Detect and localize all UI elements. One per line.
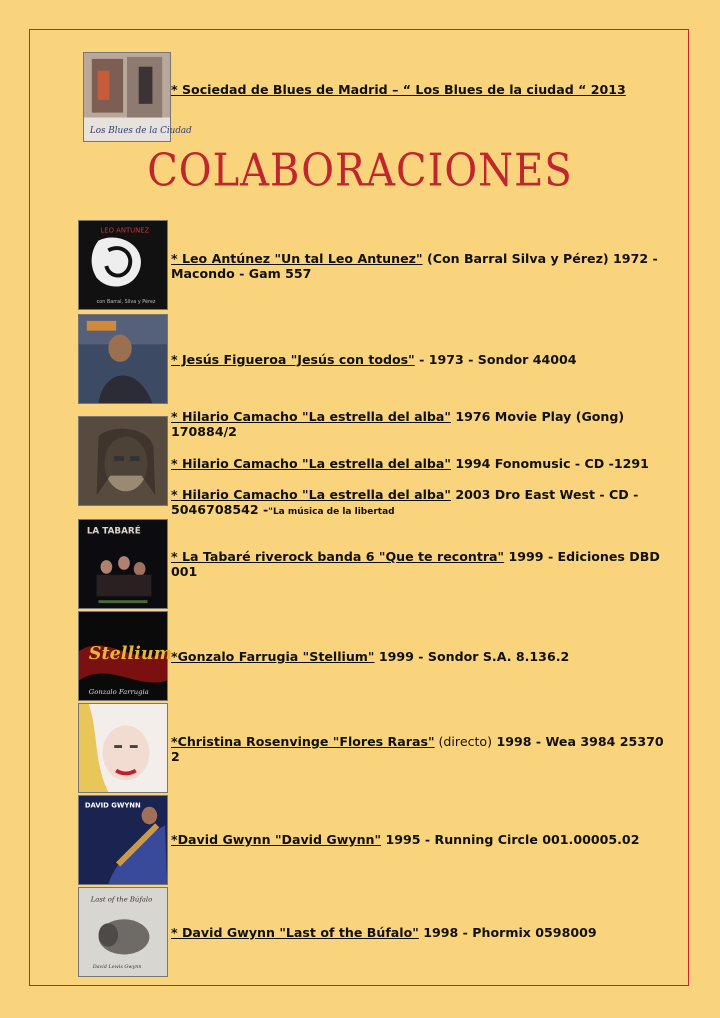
cover-text: Los Blues de la Ciudad xyxy=(89,126,192,137)
cover-title: LA TABARÉ xyxy=(86,526,141,537)
entry-link[interactable]: *Gonzalo Farrugia "Stellium" xyxy=(171,649,375,664)
entry-link[interactable]: * Hilario Camacho "La estrella del alba" xyxy=(171,487,451,502)
entry-details: 1999 - Ediciones DBD 001 xyxy=(171,549,660,579)
entry-text xyxy=(171,832,671,847)
entry-details: 1995 - Running Circle 001.00005.02 xyxy=(381,832,640,847)
entry-link[interactable]: * David Gwynn "Last of the Búfalo" xyxy=(171,925,419,940)
album-cover-blues-ciudad xyxy=(83,52,192,142)
entry-text xyxy=(171,649,671,664)
entry-link[interactable]: * Hilario Camacho "La estrella del alba" xyxy=(171,456,451,471)
entry-details: 1976 Movie Play (Gong) 170884/2 xyxy=(171,409,625,439)
entry-link[interactable]: * Jesús Figueroa "Jesús con todos" xyxy=(171,352,415,367)
entry-link[interactable]: * Hilario Camacho "La estrella del alba" xyxy=(171,409,451,424)
album-cover-la-tabare xyxy=(78,519,168,609)
entry-details: 1994 Fonomusic - CD -1291 xyxy=(450,456,649,471)
cover-title: LEO ANTUNEZ xyxy=(100,226,150,235)
entry-text xyxy=(171,251,671,281)
entry-text xyxy=(171,487,671,520)
album-cover-flores-raras xyxy=(78,703,168,793)
cover-subtitle: Gonzalo Farrugia xyxy=(88,688,149,697)
entry-details: 1998 - Phormix 0598009 xyxy=(418,925,597,940)
entry-text xyxy=(171,352,671,367)
entry-details: 1998 - Wea 3984 25370 2 xyxy=(171,734,664,764)
album-cover-stellium xyxy=(78,611,173,701)
top-entry-text xyxy=(171,82,671,97)
cover-title: DAVID GWYNN xyxy=(84,801,141,810)
entry-details: 1999 - Sondor S.A. 8.136.2 xyxy=(374,649,570,664)
entry-details: (Con Barral Silva y Pérez) 1972 - Macondo - Gam 557 xyxy=(171,251,658,281)
cover-subtitle: con Barral, Silva y Pérez xyxy=(96,299,156,306)
entry-link[interactable]: *David Gwynn "David Gwynn" xyxy=(171,832,382,847)
entry-details: - 1973 - Sondor 44004 xyxy=(414,352,577,367)
album-cover-leo-antunez xyxy=(78,220,168,310)
entry-link[interactable]: * La Tabaré riverock banda 6 "Que te recontra" xyxy=(171,549,505,564)
album-cover-jesus-figueroa xyxy=(78,314,168,404)
entry-link[interactable]: * Leo Antúnez "Un tal Leo Antunez" xyxy=(171,251,423,266)
cover-title: Last of the Búfalo xyxy=(90,895,153,904)
entry-details: 2003 Dro East West - CD - 5046708542 - xyxy=(171,487,639,517)
page-title: COLABORACIONES xyxy=(147,145,573,197)
top-entry-link[interactable]: * Sociedad de Blues de Madrid – “ Los Blues de la ciudad “ 2013 xyxy=(171,82,626,97)
album-cover-david-gwynn xyxy=(78,795,168,885)
album-cover-last-of-the-bufalo xyxy=(78,887,168,977)
entry-text xyxy=(171,549,671,579)
entry-text xyxy=(171,409,671,439)
entry-link[interactable]: *Christina Rosenvinge "Flores Raras" xyxy=(171,734,435,749)
entry-note: (directo) xyxy=(434,734,493,749)
cover-title: Stellium xyxy=(88,642,173,664)
entry-text xyxy=(171,456,671,471)
entry-text xyxy=(171,925,671,940)
cover-subtitle: David Lewis Gwynn xyxy=(92,964,142,971)
entry-note: "La música de la libertad xyxy=(268,507,395,517)
entry-text xyxy=(171,734,671,764)
album-cover-hilario-camacho xyxy=(78,416,168,506)
